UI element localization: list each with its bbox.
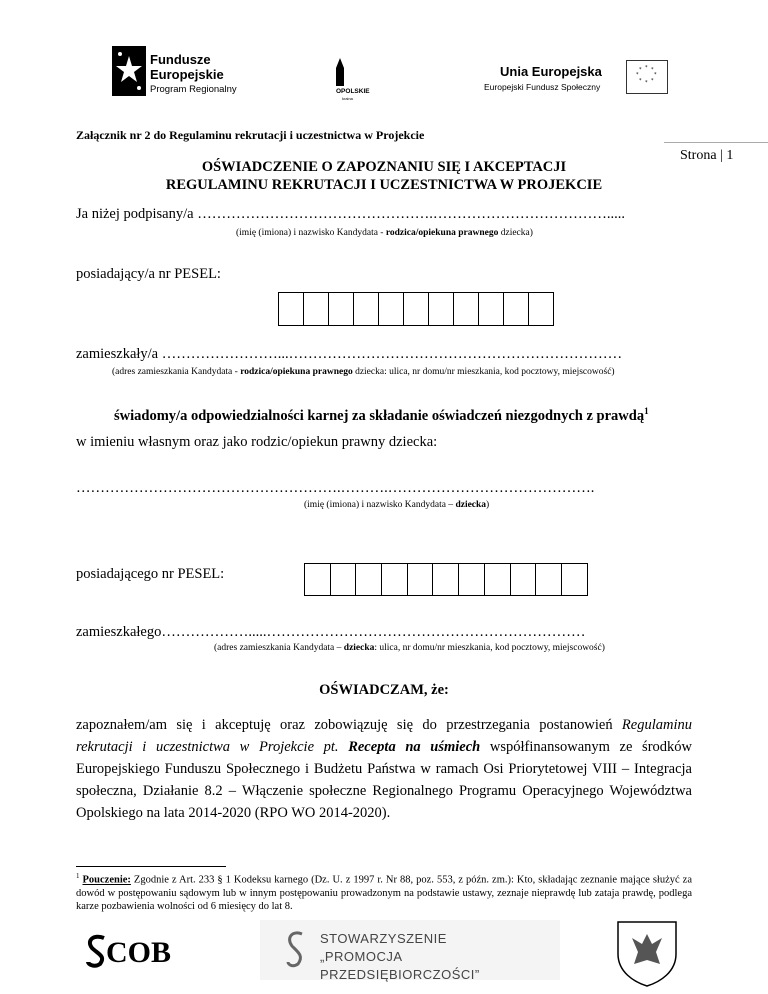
svg-text:*: * — [654, 72, 657, 78]
page-divider — [664, 142, 768, 143]
ue-subtitle: Europejski Fundusz Społeczny — [484, 82, 601, 92]
page-number: Strona | 1 — [680, 148, 734, 163]
svg-text:*: * — [645, 65, 648, 71]
on-behalf-text: w imieniu własnym oraz jako rodzic/opiekun prawny dziecka: — [76, 434, 438, 450]
address2-line: zamieszkałego……………….....………………………………………………………… — [76, 624, 586, 640]
scob-logo — [84, 928, 204, 972]
coat-of-arms-icon — [612, 918, 682, 988]
eu-flag-icon — [626, 60, 668, 94]
document-title: OŚWIADCZENIE O ZAPOZNANIU SIĘ I AKCEPTACJI REGULAMINU REKRUTACJI I UCZESTNICTWA W PROJEKCIE — [165, 159, 603, 193]
awareness-statement: świadomy/a odpowiedzialności karnej za składanie oświadczeń niezgodnych z prawdą$^1$ — [114, 406, 649, 424]
address2-caption: (adres zamieszkania Kandydata – dziecka: ulica, nr domu/nr mieszkania, kod pocztowy, miejscowość) — [214, 643, 605, 653]
footnote-rule — [76, 866, 226, 867]
child-dots: ……………………………………………….……….……………………………………. — [76, 480, 595, 496]
spp-name: STOWARZYSZENIE „PROMOCJA PRZEDSIĘBIORCZOŚCI” — [320, 931, 480, 982]
declare-heading: OŚWIADCZAM, że: — [319, 682, 449, 698]
annex-label: Załącznik nr 2 do Regulaminu rekrutacji i uczestnictwa w Projekcie — [76, 128, 425, 142]
svg-text:*: * — [645, 80, 648, 86]
ue-logo — [484, 60, 664, 100]
stowarzyszenie-logo — [260, 920, 560, 980]
pesel1-label: posiadający/a nr PESEL: — [76, 266, 221, 282]
declaration-body: zapoznałem/am się i akceptuję oraz zobowiązuję się do przestrzegania postanowień Regulaminu rekrutacji i uczestnictwa w Projekcie pt. Recepta na uśmiech współfinansowanym ze środków Europejskiego Funduszu Społecznego i Budżetu Państwa w ramach Osi Priorytetowej VIII – Integracja społeczna, Działanie 8.2 – Włączenie społeczne Regionalnego Programu Operacyjnego Województwa Opolskiego na lata 2014-2020 (RPO WO 2014-2020). — [76, 717, 692, 821]
opolskie-logo — [322, 58, 374, 104]
fe-title: Fundusze Europejskie — [150, 52, 224, 82]
svg-text:*: * — [651, 78, 654, 84]
svg-text:*: * — [636, 72, 639, 78]
signer-caption: (imię (imiona) i nazwisko Kandydata - rodzica/opiekuna prawnego dziecka) — [236, 228, 533, 238]
fe-star-icon — [112, 46, 146, 96]
opolskie-name: OPOLSKIE — [336, 88, 370, 95]
scob-name: COB — [106, 936, 172, 969]
pesel2-boxes[interactable] — [304, 563, 588, 596]
tower-icon — [330, 58, 350, 88]
spp-s-icon — [284, 930, 308, 970]
child-caption: (imię (imiona) i nazwisko Kandydata – dziecka) — [304, 500, 490, 510]
address1-caption: (adres zamieszkania Kandydata - rodzica/opiekuna prawnego dziecka: ulica, nr domu/nr mieszkania, kod pocztowy, miejscowość) — [112, 367, 615, 377]
opolskie-sub: kraina — [342, 96, 353, 101]
svg-text:*: * — [639, 78, 642, 84]
svg-text:*: * — [651, 67, 654, 73]
fe-subtitle: Program Regionalny — [150, 84, 237, 95]
footnote: $^1$ Pouczenie: Zgodnie z Art. 233 § 1 Kodeksu karnego (Dz. U. z 1997 r. Nr 88, poz. 553, z późn. zm.): Kto, składając zeznanie mające służyć za dowód w postępowaniu sądowym lub w innym postępowaniu prowadzonym na podstawie ustawy, zeznaje nieprawdę lub zataja prawdę, podlega karze pozbawienia wolności od 6 miesięcy do lat 8. — [76, 872, 692, 912]
pesel1-boxes[interactable] — [278, 292, 554, 326]
signer-line: Ja niżej podpisany/a ………………………………………….………………………………..... — [76, 206, 625, 222]
address1-line: zamieszkały/a ……………………...…………………………………………………………… — [76, 346, 623, 362]
svg-text:*: * — [639, 67, 642, 73]
pesel2-label: posiadającego nr PESEL: — [76, 566, 225, 582]
ue-title: Unia Europejska — [500, 64, 602, 79]
fundusze-europejskie-logo — [112, 46, 272, 102]
